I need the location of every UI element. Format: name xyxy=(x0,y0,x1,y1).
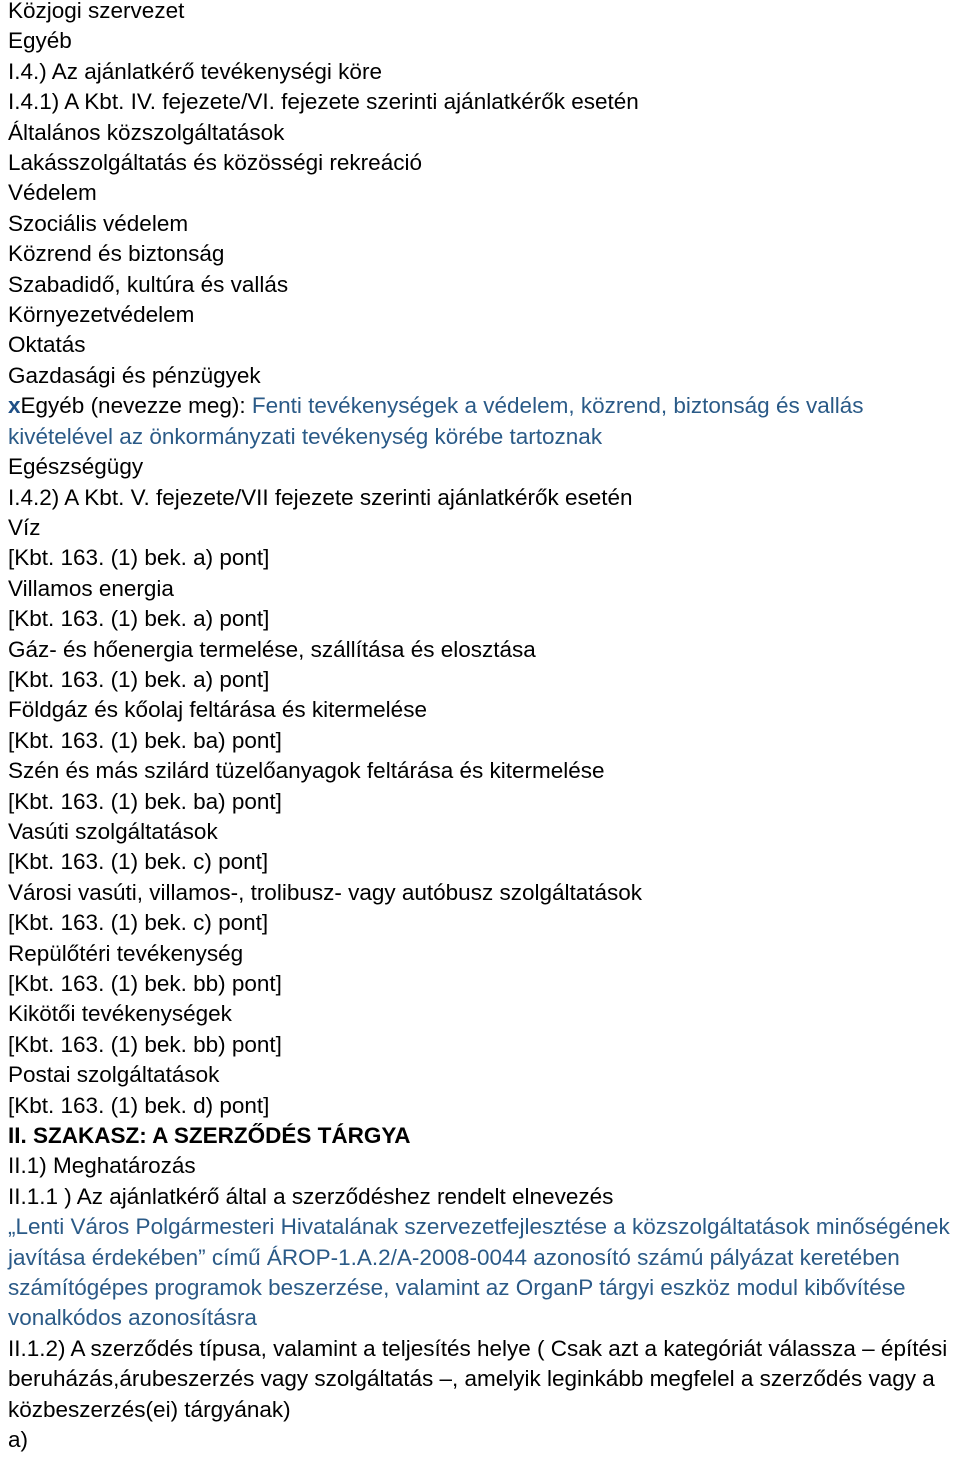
doc-line: Általános közszolgáltatások xyxy=(8,119,285,145)
doc-line: Környezetvédelem xyxy=(8,302,195,328)
activity-type-list xyxy=(8,0,958,391)
legal-reference: [Kbt. 163. (1) bek. ba) pont] xyxy=(8,788,282,814)
contract-type-label: II.1.2) A szerződés típusa, valamint a teljesítés helye ( Csak azt a kategóriát válassza – építési beruházás,árubeszerzés vagy szolgáltatás –, amelyik leginkább megfelel a szerződés vagy a közbeszerzés(ei) tárgyának) xyxy=(8,1335,948,1422)
contract-name-value: „Lenti Város Polgármesteri Hivatalának szervezetfejlesztése a közszolgáltatások minőségének javítása érdekében” című ÁROP-1.A.2/A-2008-0044 azonosító számú pályázat keretében számítógépes programok beszerzése, valamint az OrganP tárgyi eszköz modul kibővítése vonalkódos azonosításra xyxy=(8,1214,950,1331)
section-i4-heading: I.4.) Az ajánlatkérő tevékenységi köre xyxy=(8,58,382,84)
utility-activity-list xyxy=(8,452,958,1121)
doc-line: Gazdasági és pénzügyek xyxy=(8,362,261,388)
doc-line: Szén és más szilárd tüzelőanyagok feltárása és kitermelése xyxy=(8,758,605,784)
other-activity-value: Fenti tevékenységek a védelem, közrend, biztonság és vallás kivételével az önkormányzati tevékenység körébe tartoznak xyxy=(8,393,864,449)
doc-line: Városi vasúti, villamos-, trolibusz- vagy autóbusz szolgáltatások xyxy=(8,879,643,905)
doc-line: Víz xyxy=(8,514,41,540)
legal-reference: [Kbt. 163. (1) bek. ba) pont] xyxy=(8,727,282,753)
legal-reference: [Kbt. 163. (1) bek. d) pont] xyxy=(8,1092,270,1118)
doc-line: Szabadidő, kultúra és vallás xyxy=(8,271,289,297)
other-activity-label: Egyéb (nevezze meg): xyxy=(20,393,252,419)
doc-line: Repülőtéri tevékenység xyxy=(8,940,244,966)
doc-line: Közjogi szervezet xyxy=(8,0,185,23)
doc-line: Kikötői tevékenységek xyxy=(8,1001,232,1027)
doc-line: Lakásszolgáltatás és közösségi rekreáció xyxy=(8,150,422,176)
other-activity-item xyxy=(8,391,958,452)
doc-line: Gáz- és hőenergia termelése, szállítása és elosztása xyxy=(8,636,536,662)
legal-reference: [Kbt. 163. (1) bek. a) pont] xyxy=(8,666,270,692)
legal-reference: [Kbt. 163. (1) bek. bb) pont] xyxy=(8,1031,282,1057)
contract-name-label: II.1.1 ) Az ajánlatkérő által a szerződéshez rendelt elnevezés xyxy=(8,1183,614,1209)
doc-line: Szociális védelem xyxy=(8,210,189,236)
section-ii-heading: II. SZAKASZ: A SZERZŐDÉS TÁRGYA xyxy=(8,1123,411,1149)
doc-line: Vasúti szolgáltatások xyxy=(8,818,218,844)
doc-line: Védelem xyxy=(8,180,97,206)
checked-mark: x xyxy=(8,393,21,419)
section-i41-heading: I.4.1) A Kbt. IV. fejezete/VI. fejezete szerinti ajánlatkérők esetén xyxy=(8,89,639,115)
legal-reference: [Kbt. 163. (1) bek. c) pont] xyxy=(8,910,269,936)
document-body xyxy=(8,0,958,1456)
subsection-ii1-heading: II.1) Meghatározás xyxy=(8,1153,196,1179)
doc-line: Földgáz és kőolaj feltárása és kitermelése xyxy=(8,697,427,723)
legal-reference: [Kbt. 163. (1) bek. a) pont] xyxy=(8,545,270,571)
legal-reference: [Kbt. 163. (1) bek. c) pont] xyxy=(8,849,269,875)
doc-line: Egészségügy xyxy=(8,454,144,480)
legal-reference: [Kbt. 163. (1) bek. a) pont] xyxy=(8,606,270,632)
doc-line: Közrend és biztonság xyxy=(8,241,225,267)
doc-line: Egyéb xyxy=(8,28,72,54)
section-i42-heading: I.4.2) A Kbt. V. fejezete/VII fejezete szerinti ajánlatkérők esetén xyxy=(8,484,633,510)
doc-line: Oktatás xyxy=(8,332,86,358)
doc-line: Villamos energia xyxy=(8,575,174,601)
option-a-label: a) xyxy=(8,1427,29,1453)
legal-reference: [Kbt. 163. (1) bek. bb) pont] xyxy=(8,971,282,996)
doc-line: Postai szolgáltatások xyxy=(8,1062,220,1088)
